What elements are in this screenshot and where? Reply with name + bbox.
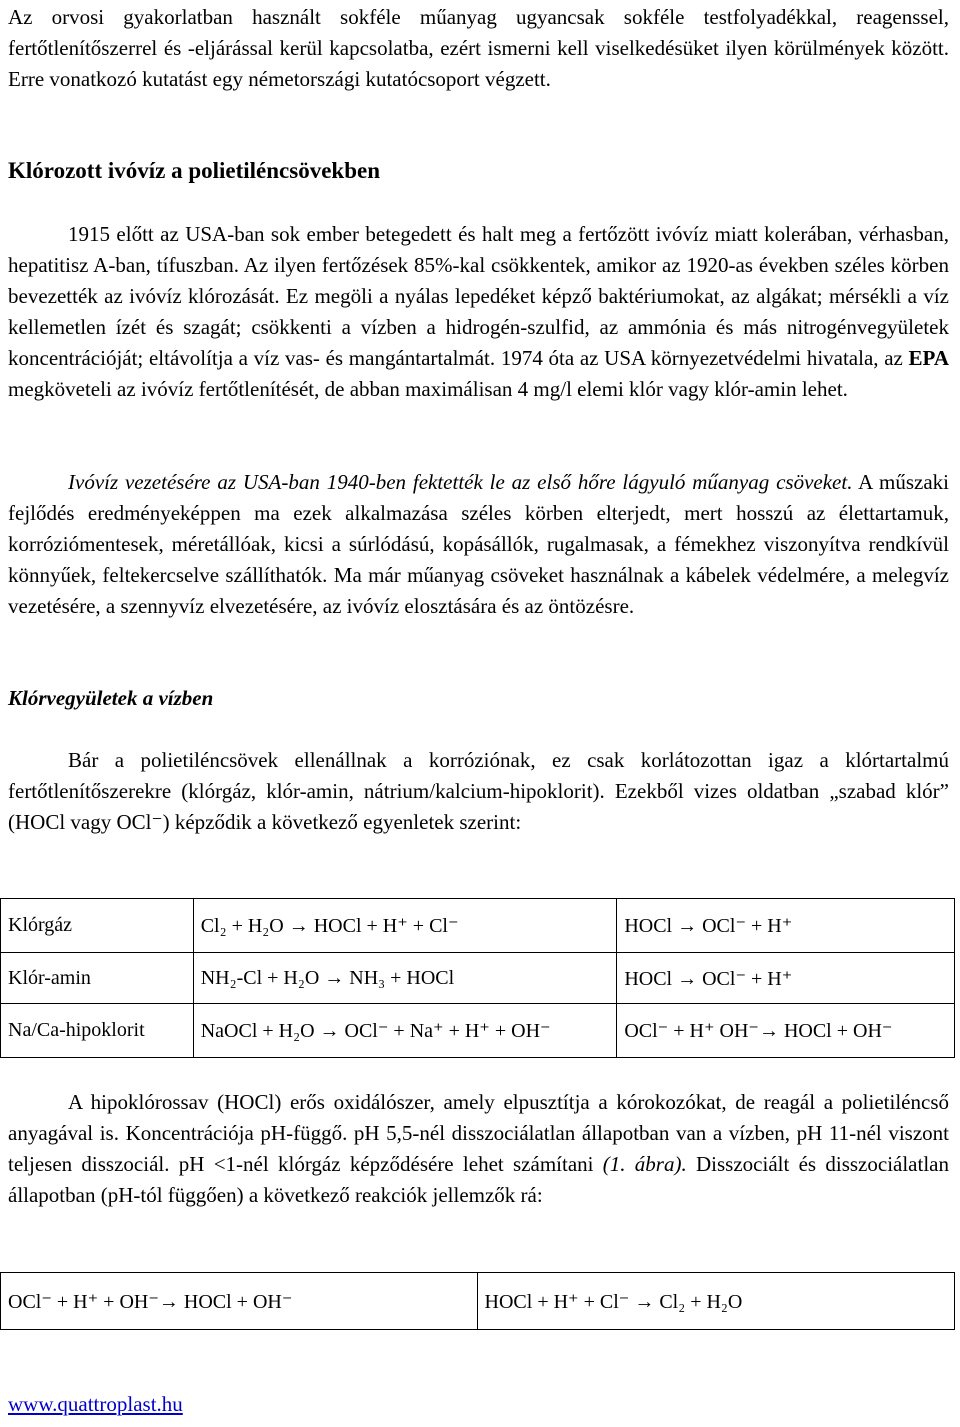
equation-cell: OCl⁻ + H⁺ + OH⁻→ HOCl + OH⁻ [1, 1273, 478, 1330]
figure-reference: (1. ábra). [602, 1152, 687, 1176]
hocl-paragraph: A hipoklórossav (HOCl) erős oxidálószer, amely elpusztítja a kórokozókat, de reagál a polietiléncső anyagával is. Koncentrációja pH-függő. pH 5,5-nél disszociálatlan állapotban van a vízben, pH 11-nél viszont teljesen disszociál. pH <1-nél klórgáz képződésére lehet számítani (1. ábra). Disszociált és disszociálatlan állapotban (pH-tól függően) a következő reakciók jellemzők rá: [8, 1090, 949, 1207]
equation-cell: HOCl → OCl⁻ + H⁺ [617, 899, 955, 953]
table-row [1, 953, 955, 1004]
pipes-paragraph: Ivóvíz vezetésére az USA-ban 1940-ben fektették le az első hőre lágyuló műanyag csöveket. A műszaki fejlődés eredményeképpen ma ezek alkalmazása széles körben elterjedt, mert hosszú az élettartamuk, korróziómentesek, méretállóak, kicsi a súrlódású, kopásállók, rugalmasak, a fémekhez viszonyítva rendkívül könnyűek, feltekercselve szállíthatók. Ma már műanyag csöveket használnak a kábelek védelmére, a melegvíz vezetésére, a szennyvíz elvezetésére, az ivóvíz elosztására és az öntözésre. [8, 470, 949, 618]
reagent-label: Na/Ca-hipoklorit [1, 1004, 194, 1058]
equation-cell: HOCl + H⁺ + Cl⁻ → Cl₂ + H₂O [477, 1273, 954, 1330]
reaction-table [0, 898, 955, 1058]
section-heading-chlorinated-water: Klórozott ivóvíz a polietiléncsövekben [8, 158, 381, 183]
reagent-label: Klórgáz [1, 899, 194, 953]
table-row [1, 1004, 955, 1058]
chlorine-compounds-paragraph: Bár a polietiléncsövek ellenállnak a korróziónak, ez csak korlátozottan igaz a klórtartalmú fertőtlenítőszerekre (klórgáz, klór-amin, nátrium/kalcium-hipoklorit). Ezekből vizes oldatban „szabad klór” (HOCl vagy OCl⁻) képződik a következő egyenletek szerint: [8, 748, 949, 834]
history-paragraph: 1915 előtt az USA-ban sok ember betegedett és halt meg a fertőzött ivóvíz miatt kolerában, vérhasban, hepatitisz A-ban, tífuszban. Az ilyen fertőzések 85%-kal csökkentek, amikor az 1920-as években széles körben bevezették az ivóvíz klórozását. Ez megöli a nyálas lepedéket képző baktériumokat, az algákat; mérsékli a víz kellemetlen ízét és szagát; csökkenti a vízben a hidrogén-szulfid, az ammónia és más nitrogénvegyületek koncentrációját; eltávolítja a víz vas- és mangántartalmát. 1974 óta az USA környezetvédelmi hivatala, az EPA megköveteli az ivóvíz fertőtlenítését, de abban maximálisan 4 mg/l elemi klór vagy klór-amin lehet. [8, 222, 949, 401]
equation-cell: NaOCl + H₂O → OCl⁻ + Na⁺ + H⁺ + OH⁻ [193, 1004, 617, 1058]
pipes-italic-lead: Ivóvíz vezetésére az USA-ban 1940-ben fektették le az első hőre lágyuló műanyag csöveket. [68, 470, 853, 494]
table-row [1, 899, 955, 953]
equation-cell: OCl⁻ + H⁺ OH⁻→ HOCl + OH⁻ [617, 1004, 955, 1058]
reagent-label: Klór-amin [1, 953, 194, 1004]
dissociation-reaction-table [0, 1272, 955, 1330]
website-link[interactable]: www.quattroplast.hu [8, 1392, 183, 1416]
intro-paragraph: Az orvosi gyakorlatban használt sokféle műanyag ugyancsak sokféle testfolyadékkal, reagenssel, fertőtlenítőszerrel és -eljárással kerül kapcsolatba, ezért ismerni kell viselkedésüket ilyen körülmények között. Erre vonatkozó kutatást egy németországi kutatócsoport végzett. [8, 5, 949, 91]
equation-cell: NH₂-Cl + H₂O → NH₃ + HOCl [193, 953, 617, 1004]
section-heading-chlorine-compounds: Klórvegyületek a vízben [8, 686, 214, 710]
table-row [1, 1273, 955, 1330]
equation-cell: HOCl → OCl⁻ + H⁺ [617, 953, 955, 1004]
epa-acronym: EPA [908, 346, 949, 370]
equation-cell: Cl₂ + H₂O → HOCl + H⁺ + Cl⁻ [193, 899, 617, 953]
